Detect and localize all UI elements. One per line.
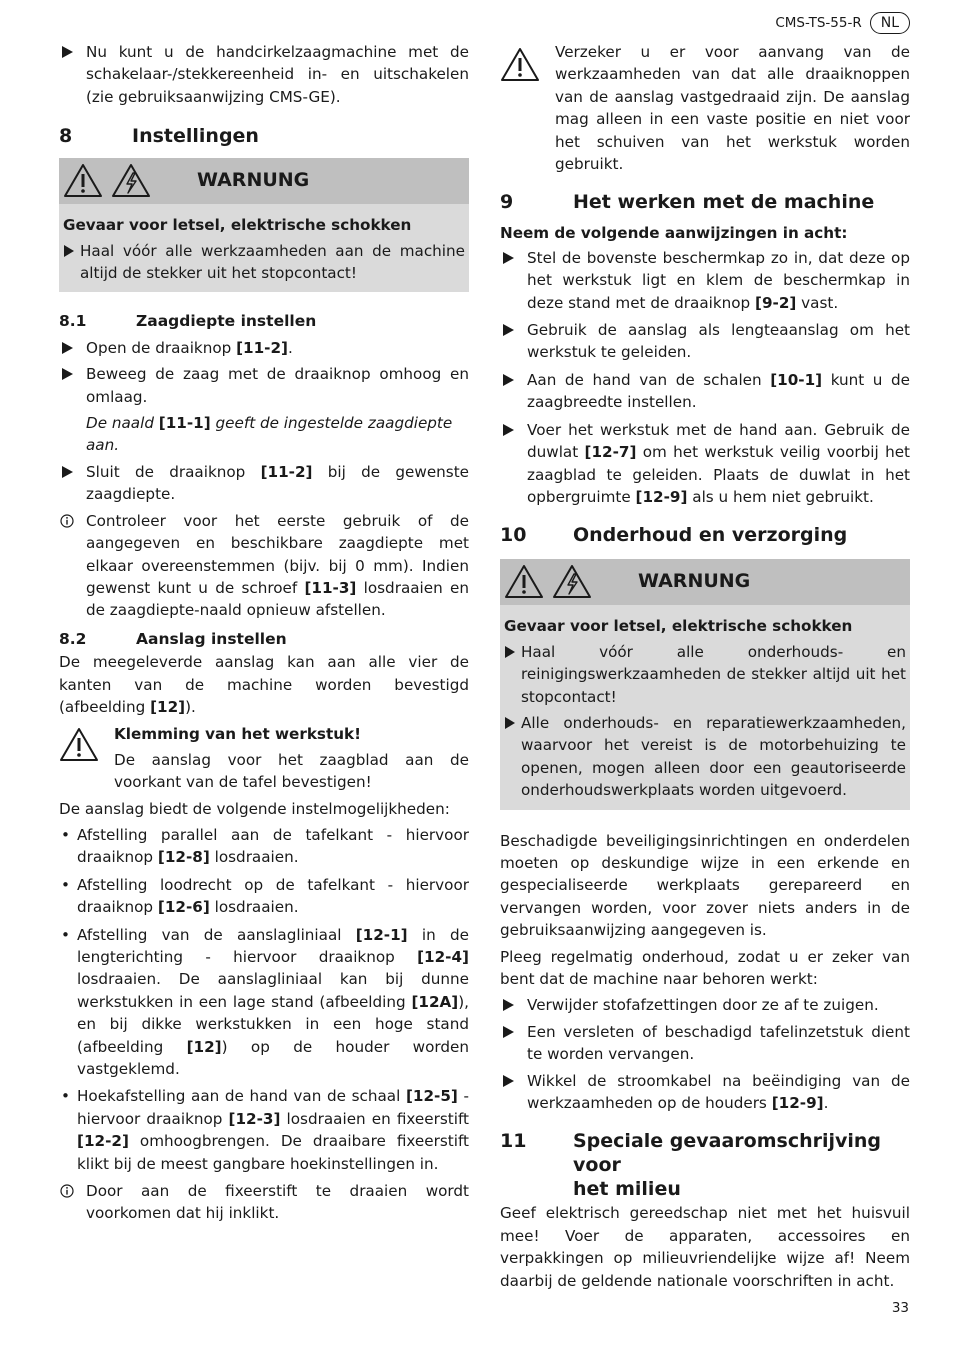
electric-shock-icon bbox=[111, 163, 151, 199]
caution-text: De aanslag voor het zaagblad aan de voorkant van de tafel bevestigen! bbox=[114, 750, 469, 792]
page-number: 33 bbox=[891, 1300, 909, 1316]
page-header bbox=[775, 12, 910, 34]
result-note: De naald [11-1] geeft de ingestelde zaagdiepte aan. bbox=[86, 414, 453, 455]
right-column bbox=[500, 41, 910, 1292]
warning-subtitle: Gevaar voor letsel, elektrische schokken bbox=[504, 617, 853, 636]
list-item: Verwijder stofafzettingen door ze af te zuigen. bbox=[500, 994, 910, 1016]
warning-triangle-icon bbox=[59, 727, 99, 763]
list-item: • Afstelling van de aanslagliniaal [12-1] in de lengterichting - hiervoor draaiknop [12-4] losdraaien. De aanslagliniaal kan bij dunne werkstukken in een lage stand (afbeelding [12A]), en bij dikke werkstukken in een hoge stand (afbeelding [12]) op de houder worden vastgeklemd. bbox=[59, 924, 469, 1081]
info-note: Controleer voor het eerste gebruik of de aangegeven en beschikbare zaagdiepte met elkaar overeenstemmen (bijv. bij 0 mm). Indien gewenst kunt u de schroef [11-3] losdraaien en de zaagdiepte-naald opnieuw afstellen. bbox=[59, 510, 469, 622]
paragraph: De meegeleverde aanslag kan aan alle vier de kanten van de machine worden bevestigd (afbeelding [12]). bbox=[59, 653, 469, 716]
list-item: Open de draaiknop [11-2]. bbox=[59, 337, 469, 359]
warning-title: WARNUNG bbox=[638, 570, 751, 593]
list-item: Sluit de draaiknop [11-2] bij de gewenste zaagdiepte. bbox=[59, 461, 469, 506]
warning-item: Haal vóór alle werkzaamheden aan de machine altijd de stekker uit het stopcontact! bbox=[63, 240, 465, 285]
list-item: Voer het werkstuk met de hand aan. Gebruik de duwlat [12-7] om het werkstuk veilig voorbij het zaagblad te geleiden. Plaats de duwlat in het opbergruimte [12-9] als u hem niet gebruikt. bbox=[500, 419, 910, 509]
warning-title: WARNUNG bbox=[197, 169, 310, 192]
warning-item: Alle onderhouds- en reparatiewerkzaamheden, waarvoor het vereist is de motorbehuizing te openen, mogen alleen door een geautoriseerde onderhoudswerkplaats worden uitgevoerd. bbox=[504, 712, 906, 802]
list-item: Beweeg de zaag met de draaiknop omhoog en omlaag. bbox=[59, 363, 469, 408]
list-item: • Afstelling parallel aan de tafelkant - hiervoor draaiknop [12-8] losdraaien. bbox=[59, 824, 469, 869]
list-item: Gebruik de aanslag als lengteaanslag om het werkstuk te geleiden. bbox=[500, 319, 910, 364]
caution-title: Klemming van het werkstuk! bbox=[114, 725, 362, 744]
warning-header bbox=[500, 559, 910, 605]
caution-text: Verzeker u er voor aanvang van de werkzaamheden van dat alle draaiknoppen van de aanslag vastgedraaid zijn. De aanslag mag alleen in een vaste positie en niet voor het schuiven van het werkstuk worden gebruikt. bbox=[555, 43, 910, 174]
model-code: CMS-TS-55-R bbox=[775, 15, 862, 31]
paragraph: Geef elektrisch gereedschap niet met het huisvuil mee! Voer de apparaten, accessoires en verpakkingen op milieuvriendelijke wijze af! Neem daarbij de geldende nationale voorschriften in acht. bbox=[500, 1204, 910, 1290]
warning-triangle-icon bbox=[500, 47, 540, 83]
list-item: • Afstelling loodrecht op de tafelkant - hiervoor draaiknop [12-6] losdraaien. bbox=[59, 874, 469, 919]
left-column bbox=[59, 41, 469, 1225]
warning-subtitle: Gevaar voor letsel, elektrische schokken bbox=[63, 216, 412, 235]
warning-box-2 bbox=[500, 559, 910, 809]
list-item: Aan de hand van de schalen [10-1] kunt u de zaagbreedte instellen. bbox=[500, 369, 910, 414]
section-10-heading: 10 Onderhoud en verzorging bbox=[500, 524, 848, 547]
warning-box-1 bbox=[59, 158, 469, 292]
info-icon bbox=[60, 1184, 74, 1198]
warning-header bbox=[59, 158, 469, 204]
info-note: Door aan de fixeerstift te draaien wordt voorkomen dat hij inklikt. bbox=[59, 1180, 469, 1225]
electric-shock-icon bbox=[552, 564, 592, 600]
warning-body bbox=[59, 204, 469, 292]
instructions-subtitle: Neem de volgende aanwijzingen in acht: bbox=[500, 224, 848, 243]
list-item: • Hoekafstelling aan de hand van de schaal [12-5] - hiervoor draaiknop [12-3] losdraaien en fixeerstift [12-2] omhoogbrengen. De draaibare fixeerstift klikt bij de meest gangbare hoekinstellingen in. bbox=[59, 1085, 469, 1175]
list-item: Wikkel de stroomkabel na beëindiging van de werkzaamheden op de houders [12-9]. bbox=[500, 1070, 910, 1115]
warning-body bbox=[500, 605, 910, 809]
paragraph: De aanslag biedt de volgende instelmogelijkheden: bbox=[59, 799, 450, 818]
list-item: Stel de bovenste beschermkap zo in, dat deze op het werkstuk ligt en klem de beschermkap in deze stand met de draaiknop [9-2] vast. bbox=[500, 247, 910, 314]
intro-bullet: Nu kunt u de handcirkelzaagmachine met de schakelaar-/stekkereenheid in- en uitschakelen (zie gebruiksaanwijzing CMS-GE). bbox=[59, 41, 469, 108]
warning-triangle-icon bbox=[63, 163, 103, 199]
section-8-1-heading: 8.1 Zaagdiepte instellen bbox=[59, 312, 317, 331]
caution-note bbox=[59, 723, 469, 793]
section-9-heading: 9 Het werken met de machine bbox=[500, 191, 875, 214]
warning-item: Haal vóór alle onderhouds- en reinigingswerkzaamheden de stekker altijd uit het stopcontact! bbox=[504, 641, 906, 708]
info-icon bbox=[60, 514, 74, 528]
section-8-heading: 8 Instellingen bbox=[59, 125, 259, 148]
paragraph: Beschadigde beveiligingsinrichtingen en onderdelen moeten op deskundige wijze in een erkende en gespecialiseerde werkplaats gerepareerd en vervangen worden, voor zover niets anders in de gebruiksaanwijzing aangegeven is. bbox=[500, 831, 910, 940]
section-11-heading: 11 Speciale gevaaromschrijving voor het milieu bbox=[500, 1130, 882, 1201]
paragraph: Pleeg regelmatig onderhoud, zodat u er zeker van bent dat de machine naar behoren werkt: bbox=[500, 947, 910, 988]
section-8-2-heading: 8.2 Aanslag instellen bbox=[59, 629, 287, 648]
caution-note bbox=[500, 41, 910, 175]
language-badge: NL bbox=[870, 12, 910, 34]
list-item: Een versleten of beschadigd tafelinzetstuk dient te worden vervangen. bbox=[500, 1021, 910, 1066]
warning-triangle-icon bbox=[504, 564, 544, 600]
